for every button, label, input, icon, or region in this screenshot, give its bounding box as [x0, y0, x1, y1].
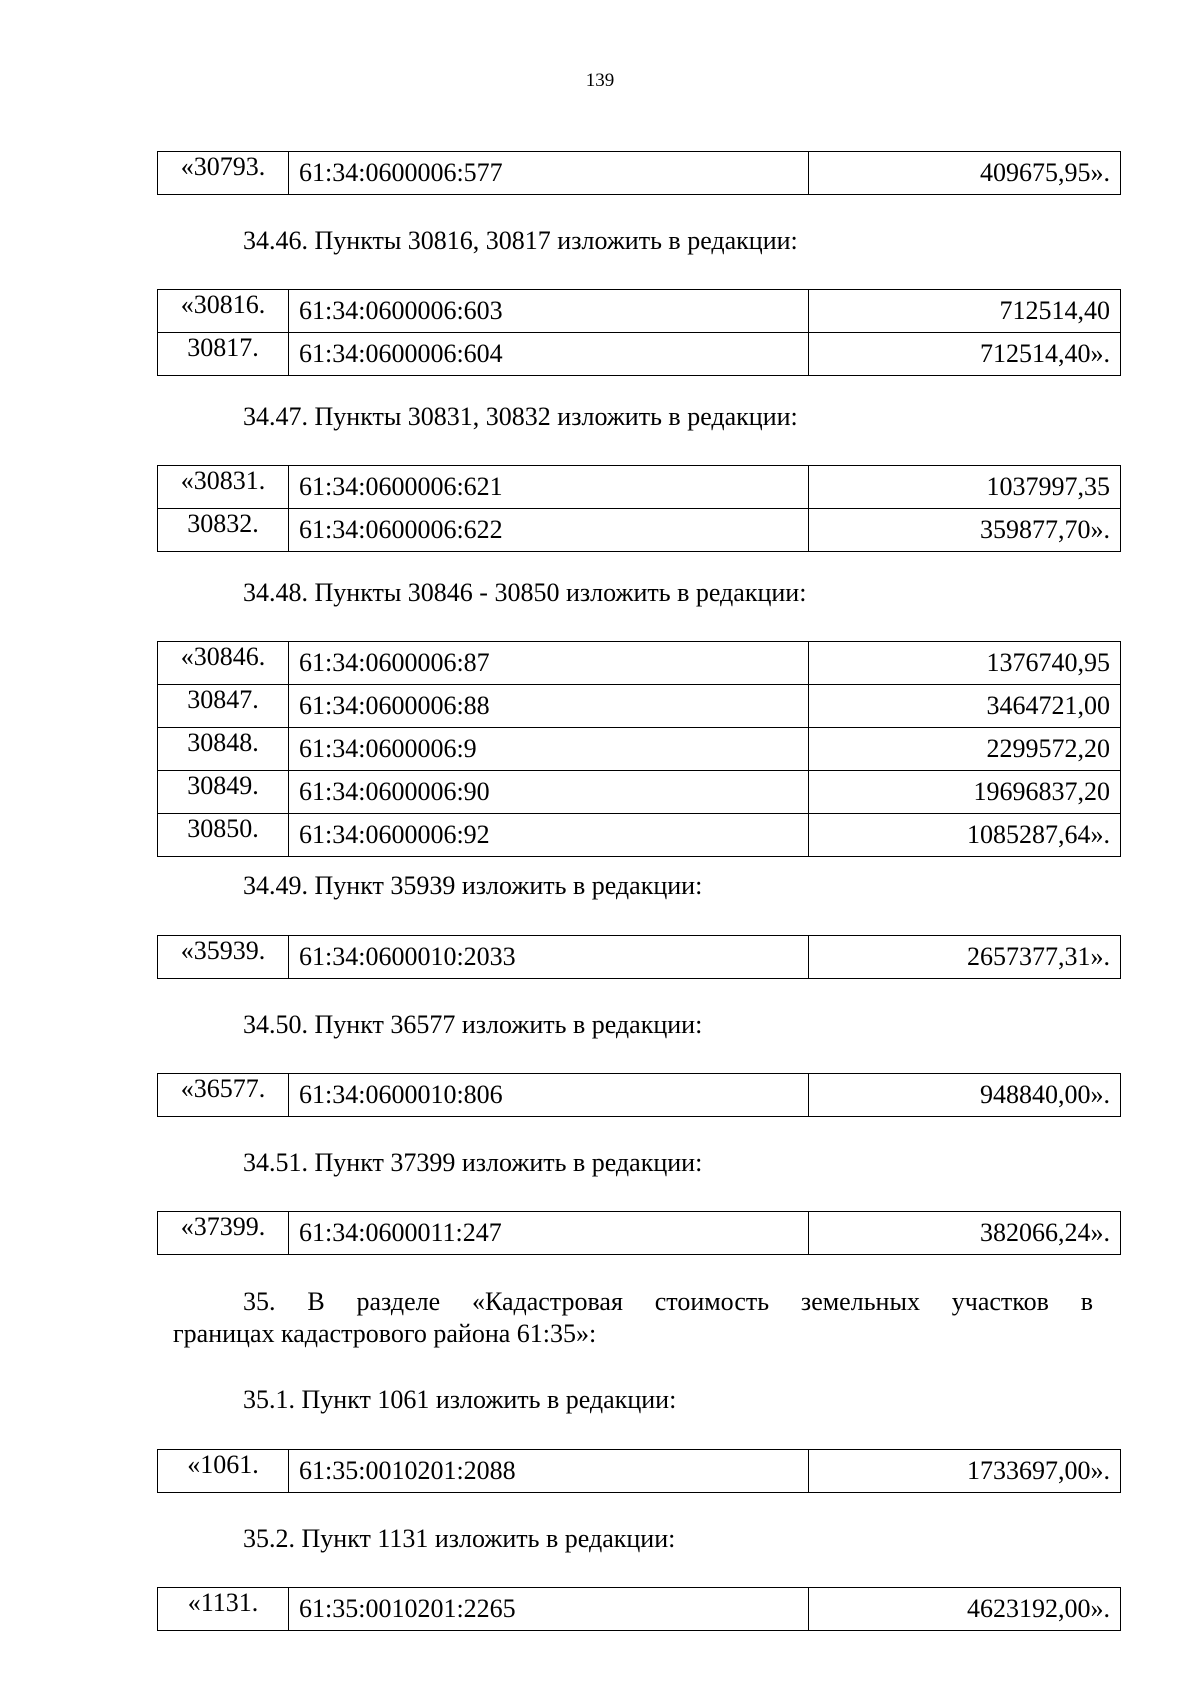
table-row: [158, 1450, 1121, 1493]
section-paragraph: [173, 1286, 1093, 1350]
section-heading: 35.2. Пункт 1131 изложить в редакции:: [243, 1524, 676, 1553]
section-heading: 34.47. Пункты 30831, 30832 изложить в редакции:: [243, 402, 798, 431]
cadastral-value: 712514,40: [809, 290, 1121, 333]
table-row: [158, 728, 1121, 771]
cadastral-value: 3464721,00: [809, 685, 1121, 728]
cadastral-number: 61:34:0600006:603: [289, 290, 809, 333]
item-number: «30793.: [158, 152, 289, 195]
paragraph-line: границах кадастрового района 61:35»:: [173, 1319, 597, 1348]
cadastral-number: 61:34:0600006:87: [289, 642, 809, 685]
cadastral-value: 359877,70».: [809, 509, 1121, 552]
cadastral-value: 1037997,35: [809, 466, 1121, 509]
cadastral-table: [157, 1211, 1121, 1255]
cadastral-table: [157, 641, 1121, 857]
item-number: 30849.: [158, 771, 289, 814]
table-row: [158, 1588, 1121, 1631]
cadastral-value: 1376740,95: [809, 642, 1121, 685]
item-number: «30816.: [158, 290, 289, 333]
cadastral-table: [157, 151, 1121, 195]
cadastral-table: [157, 289, 1121, 376]
cadastral-value: 19696837,20: [809, 771, 1121, 814]
cadastral-table: [157, 1587, 1121, 1631]
page-number: 139: [585, 70, 615, 91]
cadastral-value: 4623192,00».: [809, 1588, 1121, 1631]
item-number: «35939.: [158, 936, 289, 979]
cadastral-number: 61:34:0600006:92: [289, 814, 809, 857]
table-row: [158, 1212, 1121, 1255]
item-number: «30831.: [158, 466, 289, 509]
item-number: «36577.: [158, 1074, 289, 1117]
cadastral-value: 1733697,00».: [809, 1450, 1121, 1493]
cadastral-value: 2299572,20: [809, 728, 1121, 771]
cadastral-number: 61:34:0600011:247: [289, 1212, 809, 1255]
cadastral-value: 1085287,64».: [809, 814, 1121, 857]
table-row: [158, 152, 1121, 195]
section-heading: 34.50. Пункт 36577 изложить в редакции:: [243, 1010, 703, 1039]
cadastral-table: [157, 1073, 1121, 1117]
item-number: 30848.: [158, 728, 289, 771]
item-number: 30847.: [158, 685, 289, 728]
cadastral-table: [157, 935, 1121, 979]
cadastral-table: [157, 1449, 1121, 1493]
cadastral-number: 61:34:0600010:2033: [289, 936, 809, 979]
item-number: 30832.: [158, 509, 289, 552]
cadastral-value: 712514,40».: [809, 333, 1121, 376]
section-heading: 34.49. Пункт 35939 изложить в редакции:: [243, 871, 703, 900]
cadastral-number: 61:35:0010201:2088: [289, 1450, 809, 1493]
cadastral-number: 61:34:0600006:622: [289, 509, 809, 552]
cadastral-number: 61:34:0600006:88: [289, 685, 809, 728]
table-row: [158, 509, 1121, 552]
cadastral-number: 61:34:0600006:90: [289, 771, 809, 814]
cadastral-number: 61:34:0600006:621: [289, 466, 809, 509]
section-heading: 35.1. Пункт 1061 изложить в редакции:: [243, 1385, 677, 1414]
cadastral-value: 2657377,31».: [809, 936, 1121, 979]
table-row: [158, 936, 1121, 979]
table-row: [158, 333, 1121, 376]
cadastral-number: 61:34:0600010:806: [289, 1074, 809, 1117]
section-heading: 34.46. Пункты 30816, 30817 изложить в редакции:: [243, 226, 798, 255]
table-row: [158, 642, 1121, 685]
item-number: «37399.: [158, 1212, 289, 1255]
cadastral-value: 948840,00».: [809, 1074, 1121, 1117]
paragraph-line: 35. В разделе «Кадастровая стоимость земельных участков в: [243, 1287, 1093, 1316]
cadastral-number: 61:34:0600006:604: [289, 333, 809, 376]
cadastral-value: 382066,24».: [809, 1212, 1121, 1255]
table-row: [158, 290, 1121, 333]
item-number: «1061.: [158, 1450, 289, 1493]
cadastral-number: 61:35:0010201:2265: [289, 1588, 809, 1631]
item-number: 30850.: [158, 814, 289, 857]
item-number: 30817.: [158, 333, 289, 376]
table-row: [158, 771, 1121, 814]
table-row: [158, 466, 1121, 509]
section-heading: 34.48. Пункты 30846 - 30850 изложить в редакции:: [243, 578, 807, 607]
table-row: [158, 685, 1121, 728]
cadastral-table: [157, 465, 1121, 552]
section-heading: 34.51. Пункт 37399 изложить в редакции:: [243, 1148, 703, 1177]
item-number: «1131.: [158, 1588, 289, 1631]
item-number: «30846.: [158, 642, 289, 685]
cadastral-number: 61:34:0600006:577: [289, 152, 809, 195]
cadastral-value: 409675,95».: [809, 152, 1121, 195]
table-row: [158, 1074, 1121, 1117]
cadastral-number: 61:34:0600006:9: [289, 728, 809, 771]
table-row: [158, 814, 1121, 857]
